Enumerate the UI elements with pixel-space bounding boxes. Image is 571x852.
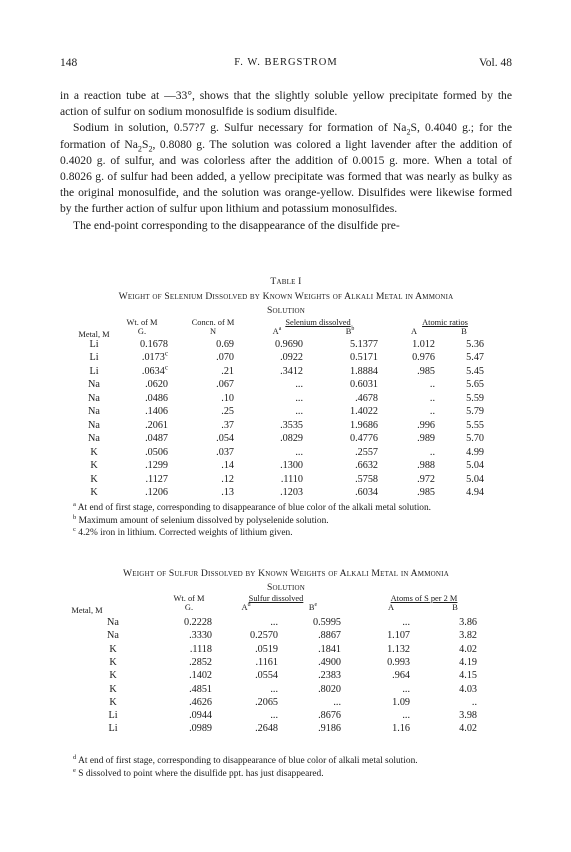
table1-cell-metal: K bbox=[90, 460, 98, 472]
table1-cell-wt: .1406 bbox=[145, 406, 168, 418]
table2-cell-metal: K bbox=[109, 643, 117, 655]
table1-cell-wt: .1299 bbox=[145, 460, 168, 472]
table1-cell-wt: .0506 bbox=[145, 446, 168, 458]
table1-cell-selenium-a: .3412 bbox=[280, 365, 303, 377]
table1-cell-selenium-a: .0922 bbox=[280, 352, 303, 364]
table1-cell-selenium-a: ... bbox=[295, 379, 303, 391]
header-ratio-b: B bbox=[461, 327, 467, 336]
table1-cell-ratio-a: .985 bbox=[417, 365, 435, 377]
table2-cell-wt: .1402 bbox=[189, 670, 212, 682]
table1-cell-ratio-b: 5.65 bbox=[466, 379, 484, 391]
table2-cell-ratio-b: 3.86 bbox=[459, 617, 477, 628]
table2-cell-sulfur-a: .0554 bbox=[255, 670, 278, 682]
header-ratio-group: Atoms of S per 2 M bbox=[390, 594, 458, 603]
table2-cell-wt: .4851 bbox=[189, 683, 212, 695]
table2-cell-ratio-a: 1.16 bbox=[392, 723, 410, 735]
table1-cell-ratio-b: 5.47 bbox=[466, 352, 484, 364]
header-sulfur-b: $B^e$ bbox=[308, 602, 318, 612]
table1-cell-selenium-a: ... bbox=[295, 392, 303, 404]
table2-cell-ratio-b: .. bbox=[471, 696, 477, 708]
table1-cell-ratio-b: 5.70 bbox=[466, 433, 484, 445]
table1-cell-wt-mark: c bbox=[164, 350, 168, 359]
table1-cell-metal: Na bbox=[88, 433, 100, 445]
page-number: 148 bbox=[60, 57, 78, 69]
header-selenium-group: Selenium dissolved bbox=[285, 318, 351, 327]
header-wt-line1: Wt. of M bbox=[173, 594, 205, 603]
table1-cell-conc: .14 bbox=[221, 460, 234, 472]
table1-cell-selenium-a: .1300 bbox=[280, 460, 303, 472]
table1-cell-ratio-b: 5.04 bbox=[466, 473, 484, 485]
table1-cell-ratio-b: 5.04 bbox=[466, 460, 484, 472]
footnote-d: $^d$ At end of first stage, corresponding to disappearance of blue color of alkali metal solution. bbox=[73, 753, 418, 766]
table1-cell-selenium-b: 0.4776 bbox=[349, 433, 378, 445]
table2-title-line2: Solution bbox=[266, 582, 306, 593]
table1-cell-selenium-b: .6034 bbox=[355, 486, 378, 498]
header-sulfur-a-mark: d bbox=[247, 602, 251, 609]
table1-cell-selenium-b: 1.4022 bbox=[349, 406, 378, 418]
table2-cell-ratio-b: 4.02 bbox=[459, 643, 477, 655]
table1-cell-ratio-a: .996 bbox=[417, 419, 435, 431]
table1-cell-conc: .067 bbox=[216, 379, 234, 391]
table1-cell-wt: .0487 bbox=[145, 433, 168, 445]
table2-cell-wt: 0.2228 bbox=[183, 617, 212, 628]
table1-cell-selenium-b: 0.5171 bbox=[349, 352, 378, 364]
table2-cell-metal: Na bbox=[107, 630, 119, 642]
table2-cell-sulfur-b: .8676 bbox=[318, 710, 341, 722]
table1-cell-selenium-b: 0.6031 bbox=[349, 379, 378, 391]
table2-cell-sulfur-a: .0519 bbox=[255, 643, 278, 655]
table1-cell-selenium-b: 5.1377 bbox=[349, 339, 378, 350]
table1-title-line2: Solution bbox=[266, 305, 306, 316]
table1-cell-ratio-a: .. bbox=[429, 392, 435, 404]
running-header bbox=[60, 57, 512, 73]
table1-cell-metal: Li bbox=[89, 365, 99, 377]
table2-cell-sulfur-b: 0.5995 bbox=[312, 617, 341, 628]
table2-cell-wt: .2852 bbox=[189, 656, 212, 668]
table1-cell-selenium-a: .1203 bbox=[280, 486, 303, 498]
table2-cell-sulfur-a: 0.2570 bbox=[249, 630, 278, 642]
table1-cell-wt: 0.1678 bbox=[139, 339, 168, 350]
header-wt-line2: G. bbox=[184, 603, 194, 612]
table1-cell-conc: .037 bbox=[216, 446, 234, 458]
table1-cell-ratio-a: 0.976 bbox=[412, 352, 435, 364]
table1-cell-ratio-a: .. bbox=[429, 406, 435, 418]
table1-cell-ratio-b: 4.94 bbox=[466, 486, 484, 498]
table2-cell-sulfur-b: .8020 bbox=[318, 683, 341, 695]
table1-cell-conc: .10 bbox=[221, 392, 234, 404]
table2-cell-metal: Li bbox=[108, 723, 118, 735]
table1-cell-conc: .13 bbox=[221, 486, 234, 498]
table2-cell-ratio-b: 3.82 bbox=[459, 630, 477, 642]
body-text bbox=[60, 88, 512, 234]
table1-cell-selenium-b: .5758 bbox=[355, 473, 378, 485]
table2-cell-metal: K bbox=[109, 683, 117, 695]
footnote-a: $^a$ At end of first stage, corresponding to disappearance of blue color of the alkali metal solution. bbox=[73, 500, 432, 513]
header-selenium-b: $B^b$ bbox=[345, 326, 355, 336]
table1-cell-metal: K bbox=[90, 473, 98, 485]
table1-cell-metal: K bbox=[90, 446, 98, 458]
table2-cell-wt: .0989 bbox=[189, 723, 212, 735]
table1-cell-metal: Na bbox=[88, 379, 100, 391]
header-sulfur-a: $A^d$ bbox=[241, 602, 251, 612]
table2-cell-sulfur-a: .2065 bbox=[255, 696, 278, 708]
table1-cell-metal: K bbox=[90, 486, 98, 498]
table2-cell-sulfur-b: .9186 bbox=[318, 723, 341, 735]
header-metal: Metal, M bbox=[71, 606, 103, 615]
table2-cell-wt: .1118 bbox=[189, 643, 212, 655]
table2 bbox=[60, 594, 512, 735]
header-selenium-b-mark: b bbox=[351, 326, 355, 333]
running-author: F. W. BERGSTROM bbox=[234, 57, 338, 68]
table2-cell-sulfur-b: .8867 bbox=[318, 630, 341, 642]
header-conc-line2: N bbox=[209, 327, 217, 336]
table1-cell-wt: .0486 bbox=[145, 392, 168, 404]
paragraph-3: The end-point corresponding to the disappearance of the disulfide pre- bbox=[73, 218, 400, 232]
table2-cell-sulfur-a: ... bbox=[270, 617, 278, 628]
table1-cell-wt: .1206 bbox=[145, 486, 168, 498]
table2-cell-sulfur-b: .4900 bbox=[318, 656, 341, 668]
table2-cell-metal: K bbox=[109, 696, 117, 708]
footnote-c: $^c$ 4.2% iron in lithium. Corrected weights of lithium given. bbox=[73, 525, 293, 538]
table1-cell-selenium-a: .1110 bbox=[280, 473, 303, 485]
table1-cell-ratio-a: 1.012 bbox=[412, 339, 435, 350]
table1-cell-ratio-a: .989 bbox=[417, 433, 435, 445]
volume-label: Vol. 48 bbox=[478, 57, 512, 69]
header-ratio-b: B bbox=[452, 603, 458, 612]
table1-cell-metal: Na bbox=[88, 392, 100, 404]
table1-cell-ratio-a: .985 bbox=[417, 486, 435, 498]
table1-cell-selenium-b: .6632 bbox=[355, 460, 378, 472]
table2-cell-sulfur-b: .2383 bbox=[318, 670, 341, 682]
table1-footnotes bbox=[60, 502, 512, 540]
table1-cell-metal: Li bbox=[89, 352, 99, 364]
table2-cell-metal: Li bbox=[108, 710, 118, 722]
table1-cell-ratio-a: .988 bbox=[417, 460, 435, 472]
table2-cell-sulfur-b: ... bbox=[333, 696, 341, 708]
table1-cell-conc: .21 bbox=[221, 365, 234, 377]
table1-cell-selenium-a: .3535 bbox=[280, 419, 303, 431]
table2-cell-ratio-a: 0.993 bbox=[387, 656, 410, 668]
table2-cell-metal: K bbox=[109, 656, 117, 668]
table2-cell-metal: K bbox=[109, 670, 117, 682]
table1-cell-ratio-a: .. bbox=[429, 446, 435, 458]
table1-cell-selenium-b: .2557 bbox=[355, 446, 378, 458]
table1-cell-wt: .2061 bbox=[145, 419, 168, 431]
paragraph-2: Sodium in solution, 0.57?7 g. Sulfur necessary for formation of $Na_2S$, 0.4040 g.; for the formation of $Na_2S_2$, 0.8080 g. The solution was colored a light lavender after the addition of 0.4020 g. of sulfur, and was colorless after the addition of 0.0015 g. more. When a total of 0.8026 g. of sulfur had been added, a yellow precipitate was formed that was nearly as bulky as the original monosulfide, and the solution was orange-yellow. Disulfides were likewise formed by the further action of sulfur upon lithium and potassium monosulfides. bbox=[60, 121, 513, 216]
table2-cell-ratio-b: 4.15 bbox=[459, 670, 477, 682]
table2-cell-ratio-b: 4.19 bbox=[459, 656, 477, 668]
table1-cell-wt: .0173$^c$ bbox=[141, 350, 168, 364]
table1-cell-ratio-b: 5.79 bbox=[466, 406, 484, 418]
table2-cell-sulfur-a: .1161 bbox=[255, 656, 278, 668]
table2-cell-sulfur-a: ... bbox=[270, 683, 278, 695]
table2-cell-ratio-a: ... bbox=[402, 710, 410, 722]
table2-cell-ratio-b: 3.98 bbox=[459, 710, 477, 722]
table1-cell-ratio-b: 5.55 bbox=[466, 419, 484, 431]
header-sulfur-group: Sulfur dissolved bbox=[248, 594, 304, 603]
table1-cell-ratio-b: 5.59 bbox=[466, 392, 484, 404]
table1-cell-ratio-b: 5.45 bbox=[466, 365, 484, 377]
table2-cell-sulfur-a: .2648 bbox=[255, 723, 278, 735]
table2-cell-wt: .0944 bbox=[189, 710, 212, 722]
table2-cell-ratio-a: 1.132 bbox=[387, 643, 410, 655]
table1-cell-wt: .1127 bbox=[145, 473, 168, 485]
table1-cell-conc: .25 bbox=[221, 406, 234, 418]
table1-cell-conc: .054 bbox=[216, 433, 234, 445]
header-conc-line1: Concn. of M bbox=[191, 318, 235, 327]
table1-cell-selenium-b: 1.9686 bbox=[349, 419, 378, 431]
header-wt-line1: Wt. of M bbox=[126, 318, 158, 327]
table2-footnotes bbox=[60, 755, 512, 780]
table2-cell-ratio-b: 4.02 bbox=[459, 723, 477, 735]
table2-cell-ratio-a: ... bbox=[402, 683, 410, 695]
table1-cell-conc: .070 bbox=[216, 352, 234, 364]
table1-cell-metal: Na bbox=[88, 406, 100, 418]
header-ratio-a: A bbox=[387, 603, 395, 612]
table1-cell-metal: Li bbox=[89, 339, 99, 350]
table1-cell-wt: .0620 bbox=[145, 379, 168, 391]
table1-cell-ratio-b: 4.99 bbox=[466, 446, 484, 458]
table1-cell-ratio-a: .972 bbox=[417, 473, 435, 485]
table1-cell-conc: .37 bbox=[221, 419, 234, 431]
header-selenium-a-mark: a bbox=[278, 326, 282, 333]
table1-cell-selenium-a: ... bbox=[295, 446, 303, 458]
paragraph-1: in a reaction tube at —33°, shows that the slightly soluble yellow precipitate formed by the action of sulfur on sodium monosulfide is sodium disulfide. bbox=[60, 89, 512, 119]
table1-cell-selenium-a: 0.9690 bbox=[274, 339, 303, 350]
header-ratio-group: Atomic ratios bbox=[422, 318, 468, 327]
table2-cell-sulfur-b: .1841 bbox=[318, 643, 341, 655]
table1-cell-metal: Na bbox=[88, 419, 100, 431]
table1-cell-ratio-a: .. bbox=[429, 379, 435, 391]
table1-cell-selenium-a: ... bbox=[295, 406, 303, 418]
table1-cell-wt: .0634$^c$ bbox=[141, 363, 168, 377]
table2-cell-wt: .4626 bbox=[189, 696, 212, 708]
table1-cell-selenium-b: 1.8884 bbox=[349, 365, 378, 377]
table2-cell-wt: .3330 bbox=[189, 630, 212, 642]
table1-cell-selenium-a: .0829 bbox=[280, 433, 303, 445]
header-metal: Metal, M bbox=[78, 330, 110, 339]
table2-cell-sulfur-a: ... bbox=[270, 710, 278, 722]
table2-cell-metal: Na bbox=[107, 617, 119, 628]
table1-cell-conc: .12 bbox=[221, 473, 234, 485]
table1-label: Table I bbox=[270, 276, 302, 287]
table1 bbox=[60, 318, 512, 498]
table1-cell-wt-mark: c bbox=[164, 363, 168, 372]
header-sulfur-b-mark: e bbox=[314, 602, 318, 609]
table1-title: Weight of Selenium Dissolved by Known Weights of Alkali Metal in Ammonia bbox=[118, 291, 454, 302]
table2-cell-ratio-a: .964 bbox=[392, 670, 410, 682]
table2-cell-ratio-b: 4.03 bbox=[459, 683, 477, 695]
table2-cell-ratio-a: 1.107 bbox=[387, 630, 410, 642]
table1-cell-conc: 0.69 bbox=[216, 339, 234, 350]
table1-cell-ratio-b: 5.36 bbox=[466, 339, 484, 350]
table2-cell-ratio-a: ... bbox=[402, 617, 410, 628]
header-ratio-a: A bbox=[410, 327, 418, 336]
header-wt-line2: G. bbox=[137, 327, 147, 336]
header-selenium-a: $A^a$ bbox=[272, 326, 282, 336]
table1-cell-selenium-b: .4678 bbox=[355, 392, 378, 404]
table2-title: Weight of Sulfur Dissolved by Known Weights of Alkali Metal in Ammonia bbox=[123, 568, 449, 579]
footnote-b: $^b$ Maximum amount of selenium dissolved by polyselenide solution. bbox=[73, 513, 329, 526]
table2-cell-ratio-a: 1.09 bbox=[392, 696, 410, 708]
footnote-e: $^e$ S dissolved to point where the disulfide ppt. has just disappeared. bbox=[73, 766, 324, 779]
